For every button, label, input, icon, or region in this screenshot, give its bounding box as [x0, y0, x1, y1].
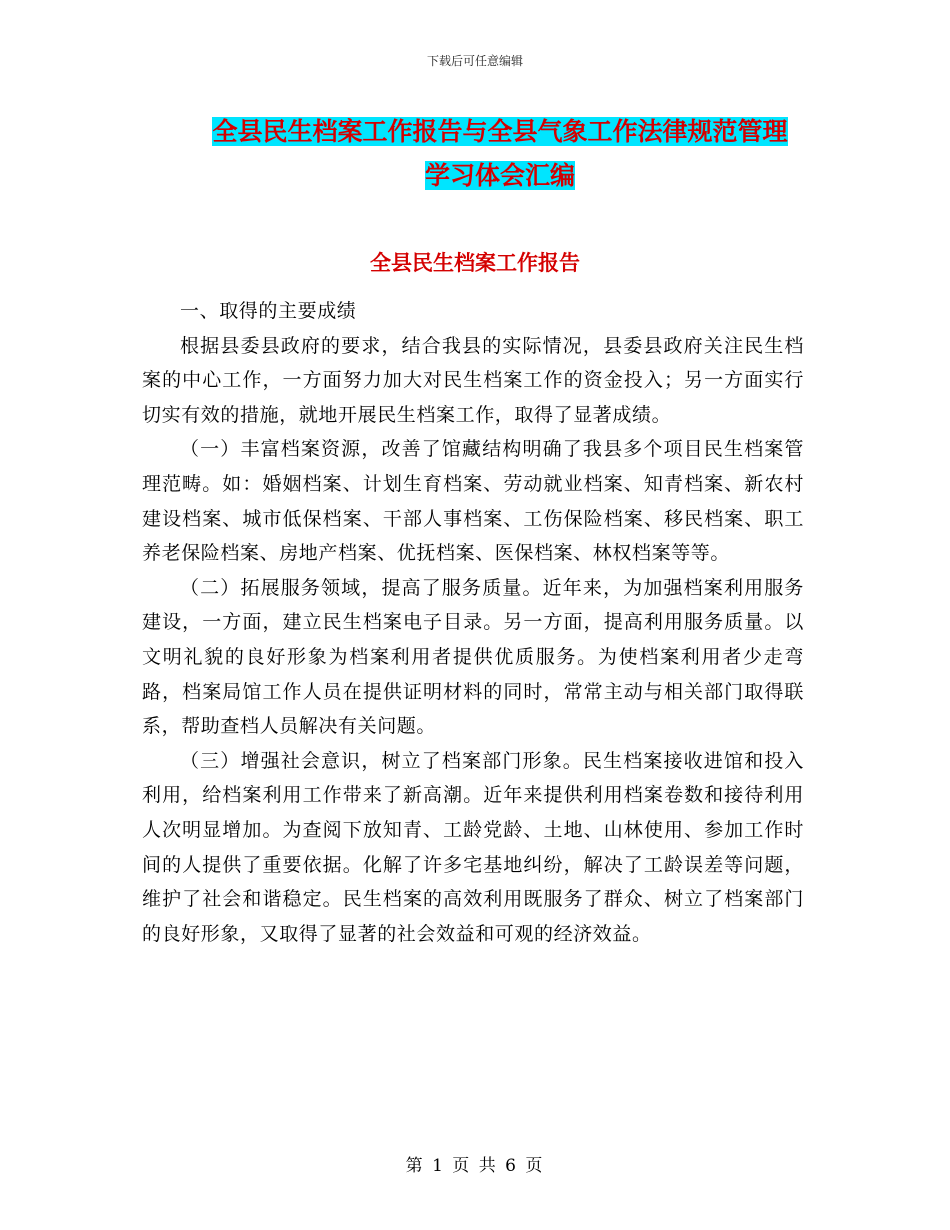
paragraph: （三）增强社会意识，树立了档案部门形象。民生档案接收进馆和投入利用，给档案利用工作带来了新高潮。近年来提供利用档案卷数和接待利用人次明显增加。为查阅下放知青、工龄党龄、土地、山林使用、参加工作时间的人提供了重要依据。化解了许多宅基地纠纷，解决了工龄误差等问题，维护了社会和谐稳定。民生档案的高效利用既服务了群众、树立了档案部门的良好形象，又取得了显著的社会效益和可观的经济效益。 [142, 749, 804, 945]
page-number-footer: 第 1 页 共 6 页 [405, 1156, 545, 1176]
document-title [140, 110, 860, 198]
document-title-line-1: 全县民生档案工作报告与全县气象工作法律规范管理 [212, 117, 788, 146]
section-title: 全县民生档案工作报告 [370, 251, 580, 275]
paragraph-heading: 一、取得的主要成绩 [180, 300, 357, 322]
header-note: 下载后可任意编辑 [426, 54, 523, 68]
paragraph: （二）拓展服务领域，提高了服务质量。近年来，为加强档案利用服务建设，一方面，建立民生档案电子目录。另一方面，提高利用服务质量。以文明礼貌的良好形象为档案利用者提供优质服务。为使档案利用者少走弯路，档案局馆工作人员在提供证明材料的同时，常常主动与相关部门取得联系，帮助查档人员解决有关问题。 [142, 576, 804, 738]
document-body [142, 294, 804, 951]
paragraph: （一）丰富档案资源，改善了馆藏结构明确了我县多个项目民生档案管理范畴。如：婚姻档案、计划生育档案、劳动就业档案、知青档案、新农村建设档案、城市低保档案、干部人事档案、工伤保险档案、移民档案、职工养老保险档案、房地产档案、优抚档案、医保档案、林权档案等等。 [142, 438, 804, 565]
document-title-line-2: 学习体会汇编 [424, 161, 575, 190]
paragraph: 根据县委县政府的要求，结合我县的实际情况，县委县政府关注民生档案的中心工作，一方面努力加大对民生档案工作的资金投入；另一方面实行切实有效的措施，就地开展民生档案工作，取得了显著成绩。 [142, 334, 804, 426]
